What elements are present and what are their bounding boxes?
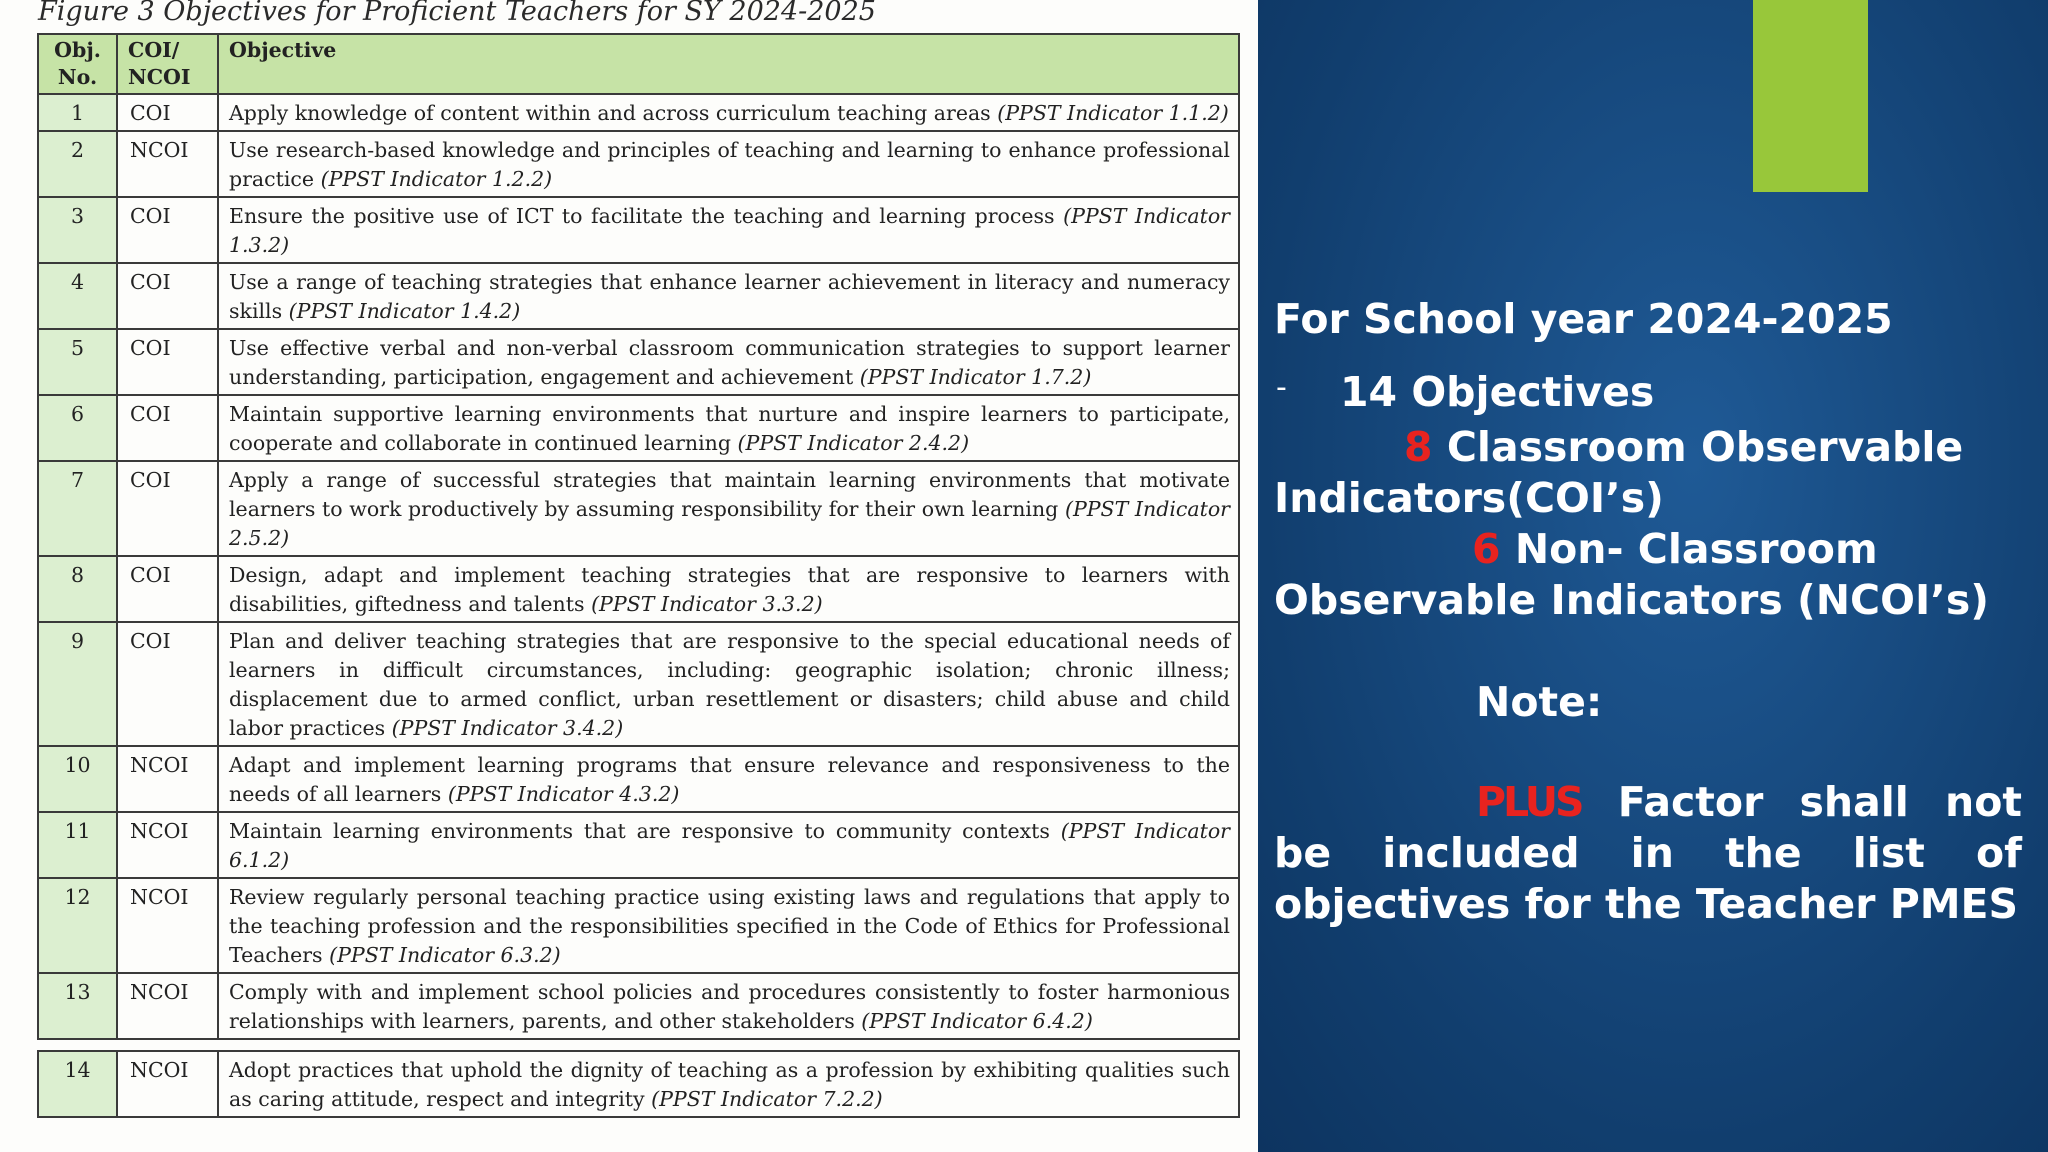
summary-panel: [1258, 0, 2048, 1152]
row-objective: [218, 973, 1239, 1039]
table-row: [38, 746, 1239, 812]
bullet-dash: -: [1276, 370, 1287, 405]
ppst-indicator: (PPST Indicator 4.3.2): [447, 782, 680, 806]
ncoi-count: 6: [1472, 525, 1501, 573]
ppst-indicator: (PPST Indicator 3.3.2): [591, 592, 823, 616]
table-row: [38, 395, 1239, 461]
table-body: [38, 94, 1239, 1117]
row-number: 8: [38, 556, 117, 622]
row-number: 7: [38, 461, 117, 556]
objective-text: Comply with and implement school policies and procedures consistently to foster harmonious relationships with learners, parents, and other stakeholders: [229, 980, 1230, 1033]
row-number: 11: [38, 812, 117, 878]
objective-text: Adapt and implement learning programs that ensure relevance and responsiveness to the needs of all learners: [229, 753, 1230, 806]
row-type: COI: [117, 94, 218, 131]
ppst-indicator: (PPST Indicator 1.4.2): [288, 299, 521, 323]
note-body: [1274, 777, 2022, 930]
row-type: COI: [117, 329, 218, 395]
row-number: 2: [38, 131, 117, 197]
school-year-heading: For School year 2024-2025: [1274, 295, 1893, 343]
ppst-indicator: (PPST Indicator 2.4.2): [737, 431, 970, 455]
header-objective: Objective: [218, 34, 1239, 94]
ppst-indicator: (PPST Indicator 7.2.2): [651, 1087, 883, 1111]
table-row: [38, 1051, 1239, 1117]
row-type: COI: [117, 461, 218, 556]
row-type: NCOI: [117, 812, 218, 878]
row-objective: [218, 812, 1239, 878]
row-type: NCOI: [117, 1051, 218, 1117]
row-objective: [218, 263, 1239, 329]
row-type: NCOI: [117, 973, 218, 1039]
coi-count: 8: [1404, 423, 1433, 471]
objective-text: Review regularly personal teaching practice using existing laws and regulations that apply to the teaching profession and the responsibilities specified in the Code of Ethics for Professional Teachers: [229, 885, 1230, 967]
ppst-indicator: (PPST Indicator 1.7.2): [859, 365, 1092, 389]
ppst-indicator: (PPST Indicator 1.2.2): [320, 167, 553, 191]
ppst-indicator: (PPST Indicator 6.1.2): [229, 819, 1230, 872]
ncoi-line: [1472, 523, 1878, 575]
row-objective: [218, 395, 1239, 461]
objectives-count: 14 Objectives: [1340, 368, 1655, 416]
row-objective: [218, 1051, 1239, 1117]
ppst-indicator: (PPST Indicator 1.1.2): [997, 101, 1229, 125]
row-type: COI: [117, 197, 218, 263]
ncoi-label-cont: Observable Indicators (NCOI’s): [1274, 576, 1989, 624]
table-row: [38, 461, 1239, 556]
row-number: 9: [38, 622, 117, 746]
table-row: [38, 329, 1239, 395]
row-type: NCOI: [117, 131, 218, 197]
table-row: [38, 263, 1239, 329]
objective-text: Use a range of teaching strategies that enhance learner achievement in literacy and numeracy skills: [229, 270, 1230, 323]
header-obj-no: Obj. No.: [38, 34, 117, 94]
ncoi-label: Non- Classroom: [1514, 525, 1878, 573]
table-row: [38, 622, 1239, 746]
ppst-indicator: (PPST Indicator 2.5.2): [229, 497, 1230, 550]
row-objective: [218, 131, 1239, 197]
table-row: [38, 197, 1239, 263]
row-number: 13: [38, 973, 117, 1039]
table-row: [38, 973, 1239, 1039]
row-number: 6: [38, 395, 117, 461]
row-objective: [218, 746, 1239, 812]
note-text: Factor shall not be included in the list of objectives for the Teacher PMES: [1274, 778, 2022, 928]
plus-word: PLUS: [1476, 778, 1582, 826]
row-number: 4: [38, 263, 117, 329]
row-objective: [218, 556, 1239, 622]
row-number: 5: [38, 329, 117, 395]
figure-title: Figure 3 Objectives for Proficient Teachers for SY 2024-2025: [38, 0, 876, 27]
row-objective: [218, 329, 1239, 395]
ppst-indicator: (PPST Indicator 6.4.2): [861, 1009, 1093, 1033]
table-header-row: [38, 34, 1239, 94]
row-type: NCOI: [117, 746, 218, 812]
table-gap: [38, 1039, 1239, 1051]
coi-label: Classroom Observable: [1446, 423, 1964, 471]
row-objective: [218, 197, 1239, 263]
row-objective: [218, 622, 1239, 746]
objective-text: Maintain learning environments that are responsive to community contexts: [229, 819, 1050, 843]
row-objective: [218, 94, 1239, 131]
coi-line: [1404, 421, 1963, 473]
objective-text: Design, adapt and implement teaching strategies that are responsive to learners with disabilities, giftedness and talents: [229, 563, 1230, 616]
objective-text: Adopt practices that uphold the dignity of teaching as a profession by exhibiting qualities such as caring attitude, respect and integrity: [229, 1058, 1230, 1111]
objective-text: Plan and deliver teaching strategies that are responsive to the special educational needs of learners in difficult circumstances, including: geographic isolation; chronic illness; displacement due to armed conflict, urban resettlement or disasters; child abuse and child labor practices: [229, 629, 1230, 740]
row-objective: [218, 461, 1239, 556]
row-type: COI: [117, 622, 218, 746]
objective-text: Apply a range of successful strategies that maintain learning environments that motivate learners to work productively by assuming responsibility for their own learning: [229, 468, 1230, 521]
objective-text: Ensure the positive use of ICT to facilitate the teaching and learning process: [229, 204, 1055, 228]
row-number: 3: [38, 197, 117, 263]
accent-bar: [1753, 0, 1868, 192]
row-type: NCOI: [117, 878, 218, 973]
coi-label-cont: Indicators(COI’s): [1274, 474, 1664, 522]
objective-text: Use effective verbal and non-verbal classroom communication strategies to support learner understanding, participation, engagement and achievement: [229, 336, 1230, 389]
row-number: 10: [38, 746, 117, 812]
table-row: [38, 131, 1239, 197]
row-number: 1: [38, 94, 117, 131]
row-type: COI: [117, 556, 218, 622]
objective-text: Maintain supportive learning environments that nurture and inspire learners to participate, cooperate and collaborate in continued learning: [229, 402, 1230, 455]
row-type: COI: [117, 395, 218, 461]
objective-text: Use research-based knowledge and principles of teaching and learning to enhance professional practice: [229, 138, 1230, 191]
table-row: [38, 812, 1239, 878]
row-objective: [218, 878, 1239, 973]
objective-text: Apply knowledge of content within and across curriculum teaching areas: [229, 101, 991, 125]
ppst-indicator: (PPST Indicator 1.3.2): [229, 204, 1230, 257]
ppst-indicator: (PPST Indicator 6.3.2): [329, 943, 561, 967]
ppst-indicator: (PPST Indicator 3.4.2): [391, 716, 624, 740]
objectives-table: [37, 33, 1240, 1118]
row-number: 14: [38, 1051, 117, 1117]
note-label: Note:: [1476, 678, 1603, 726]
row-number: 12: [38, 878, 117, 973]
header-type: COI/ NCOI: [117, 34, 218, 94]
table-row: [38, 878, 1239, 973]
table-row: [38, 94, 1239, 131]
row-type: COI: [117, 263, 218, 329]
table-row: [38, 556, 1239, 622]
